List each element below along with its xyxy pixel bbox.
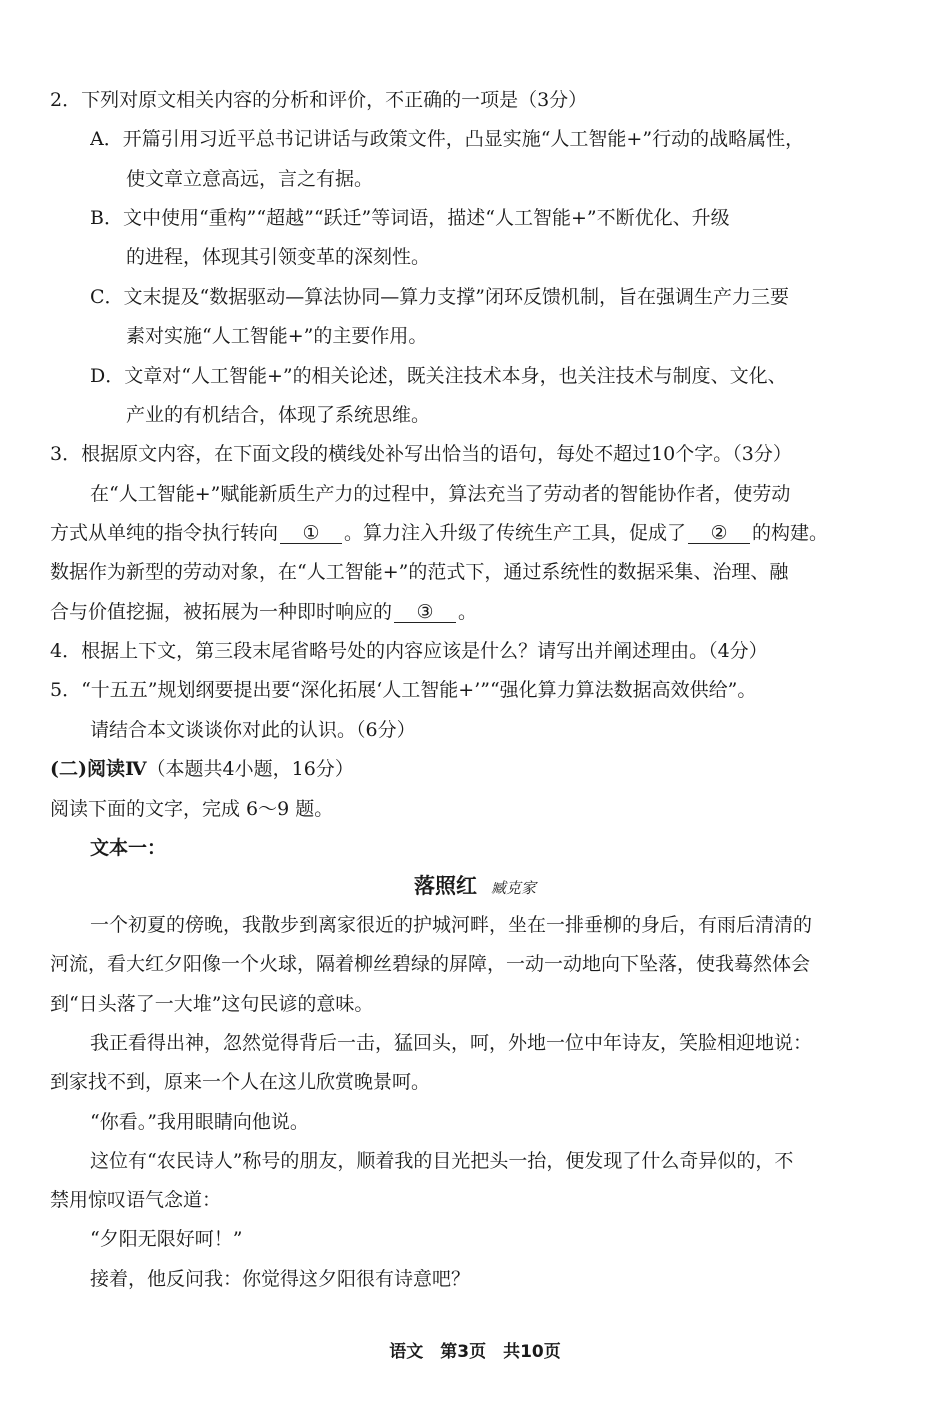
article-line: “夕阳无限好呵！”	[90, 1228, 243, 1250]
q3-passage-line1: 在“人工智能+”赋能新质生产力的过程中，算法充当了劳动者的智能协作者，使劳动	[90, 483, 791, 505]
text-one-label: 文本一：	[90, 837, 167, 859]
question-3-stem: 3．根据原文内容，在下面文段的横线处补写出恰当的语句，每处不超过10个字。（3分）	[50, 443, 792, 465]
q2-option-a-line2: 使文章立意高远，言之有据。	[126, 168, 374, 190]
q2-option-a-line1: A．开篇引用习近平总书记讲话与政策文件，凸显实施“人工智能+”行动的战略属性，	[90, 128, 805, 150]
q3-text-segment: 合与价值挖掘，被拓展为一种即时响应的	[50, 601, 393, 623]
q2-option-d-line1: D．文章对“人工智能+”的相关论述，既关注技术本身，也关注技术与制度、文化、	[90, 365, 787, 387]
q2-option-c-line2: 素对实施“人工智能+”的主要作用。	[126, 325, 428, 347]
question-2-stem: 2．下列对原文相关内容的分析和评价，不正确的一项是（3分）	[50, 89, 588, 111]
reading-instruction: 阅读下面的文字，完成 6～9 题。	[50, 798, 334, 820]
q3-text-segment: 。	[458, 601, 478, 623]
article-title-line	[0, 872, 950, 902]
section-header	[50, 757, 870, 781]
q3-passage-line3: 数据作为新型的劳动对象，在“人工智能+”的范式下，通过系统性的数据采集、治理、融	[50, 561, 789, 583]
question-4-stem: 4．根据上下文，第三段末尾省略号处的内容应该是什么？请写出并阐述理由。（4分）	[50, 640, 768, 662]
question-5-continuation: 请结合本文谈谈你对此的认识。（6分）	[90, 719, 416, 741]
article-author: 臧克家	[490, 879, 536, 897]
blank-3: ③	[394, 602, 456, 623]
q3-text-segment: 方式从单纯的指令执行转向	[50, 522, 279, 544]
question-5-stem: 5．“十五五”规划纲要提出要“深化拓展‘人工智能+’”“强化算力算法数据高效供给”。	[50, 679, 757, 701]
article-line: 一个初夏的傍晚，我散步到离家很近的护城河畔，坐在一排垂柳的身后，有雨后清清的	[90, 914, 813, 936]
section-header-title: (二)阅读Ⅳ	[50, 758, 147, 780]
article-line: “你看。”我用眼睛向他说。	[90, 1111, 309, 1133]
q3-text-segment: 。算力注入升级了传统生产工具，促成了	[344, 522, 687, 544]
article-line: 到“日头落了一大堆”这句民谚的意味。	[50, 993, 374, 1015]
q2-option-b-line1: B．文中使用“重构”“超越”“跃迁”等词语，描述“人工智能+”不断优化、升级	[90, 207, 730, 229]
article-line: 我正看得出神，忽然觉得背后一击，猛回头，呵，外地一位中年诗友，笑脸相迎地说：	[90, 1032, 813, 1054]
q3-text-segment: 的构建。	[752, 522, 829, 544]
page-footer: 语文 第3页 共10页	[389, 1342, 561, 1362]
q2-option-d-line2: 产业的有机结合，体现了系统思维。	[126, 404, 431, 426]
article-line: 这位有“农民诗人”称号的朋友，顺着我的目光把头一抬，便发现了什么奇异似的，不	[90, 1150, 794, 1172]
q3-passage-line4	[50, 600, 870, 624]
q2-option-c-line1: C．文末提及“数据驱动—算法协同—算力支撑”闭环反馈机制，旨在强调生产力三要	[90, 286, 789, 308]
article-title: 落照红	[413, 873, 477, 898]
article-line: 接着，他反问我：你觉得这夕阳很有诗意吧？	[90, 1268, 471, 1290]
article-line: 河流，看大红夕阳像一个火球，隔着柳丝碧绿的屏障，一动一动地向下坠落，使我蓦然体会	[50, 953, 811, 975]
section-header-note: （本题共4小题，16分）	[146, 758, 354, 780]
blank-1: ①	[280, 523, 342, 544]
q2-option-b-line2: 的进程，体现其引领变革的深刻性。	[126, 246, 431, 268]
article-line: 到家找不到，原来一个人在这儿欣赏晚景呵。	[50, 1071, 431, 1093]
article-line: 禁用惊叹语气念道：	[50, 1189, 222, 1211]
q3-passage-line2	[50, 521, 870, 545]
blank-2: ②	[688, 523, 750, 544]
